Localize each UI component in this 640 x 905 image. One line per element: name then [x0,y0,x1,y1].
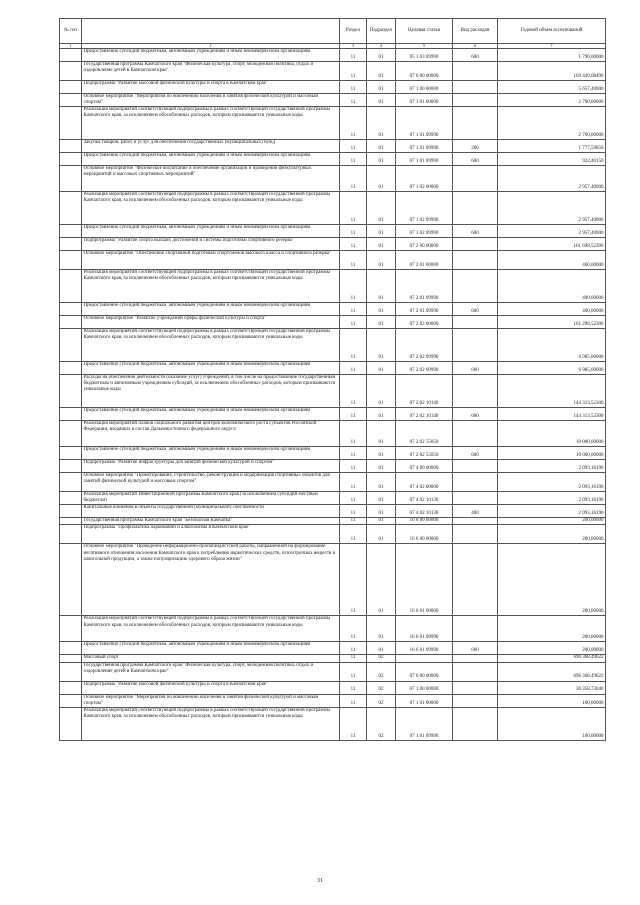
row-subsection: 01 [367,316,396,329]
row-amount: 400,00000 [498,303,606,316]
row-name: Предоставление субсидий бюджетным, автономным учреждениям и иным некоммерческим организациям [82,447,340,460]
row-name: Основное мероприятие "Обеспечение спортивной подготовки спортсменов высокого класса и спортивного резерва" [82,251,340,270]
header-amount: Годовой объем ассигнований [498,19,606,44]
row-subsection: 01 [367,270,396,303]
column-number: 7 [498,44,606,49]
row-subsection: 01 [367,544,396,616]
row-section: 11 [340,492,367,505]
row-section: 11 [340,642,367,655]
row-num [60,505,82,518]
table-row [60,303,606,316]
row-section: 11 [340,694,367,707]
row-subsection: 01 [367,303,396,316]
row-amount: 200,00000 [498,616,606,642]
budget-table [59,18,606,741]
row-amount: 2 093,16190 [498,460,606,473]
table-row [60,473,606,492]
row-section: 11 [340,505,367,518]
row-expense-type [453,81,498,94]
row-expense-type [453,166,498,192]
row-section: 11 [340,544,367,616]
row-target: 07 1 01 09990 [396,153,453,166]
row-subsection: 02 [367,662,396,681]
row-name: Массовый спорт [82,655,340,662]
row-subsection: 01 [367,49,396,62]
row-num [60,49,82,62]
row-amount: 1 777,59850 [498,140,606,153]
row-num [60,447,82,460]
row-section: 11 [340,375,367,408]
row-section: 11 [340,153,367,166]
table-row [60,225,606,238]
row-expense-type [453,460,498,473]
row-name: Реализация мероприятий планов социального развития центров экономического роста субъектов Российской Федерации, входящих в состав Дальневосточного федерального округа [82,421,340,447]
row-num [60,303,82,316]
row-name: Реализация мероприятий соответствующей подпрограммы в рамках соответствующей государственной программы Камчатского края, за исключением обособленных расходов, которым присваиваются уникальные коды [82,329,340,362]
table-row [60,408,606,421]
row-subsection: 01 [367,192,396,225]
row-section: 11 [340,270,367,303]
row-section: 11 [340,655,367,662]
row-num [60,251,82,270]
row-target: 07 2 02 10140 [396,408,453,421]
table-row [60,238,606,251]
table-row [60,251,606,270]
row-subsection: 02 [367,655,396,662]
row-section: 11 [340,303,367,316]
row-amount: 100,00000 [498,707,606,740]
row-expense-type [453,329,498,362]
row-section: 11 [340,49,367,62]
row-name: Основное мероприятие "Развитие учреждений сферы физической культуры и спорта" [82,316,340,329]
row-amount: 30 358,73040 [498,681,606,694]
row-subsection: 01 [367,642,396,655]
row-target: 07 0 00 00000 [396,62,453,81]
page-number: 31 [317,878,323,884]
header-name [82,19,340,44]
row-section: 11 [340,681,367,694]
row-name: Капитальные вложения в объекты государственной (муниципальной) собственности [82,505,340,518]
row-section: 11 [340,421,367,447]
row-subsection: 01 [367,153,396,166]
row-target: 16 6 01 09990 [396,616,453,642]
row-section: 11 [340,140,367,153]
row-target [396,655,453,662]
row-expense-type [453,694,498,707]
row-num [60,421,82,447]
row-num [60,270,82,303]
row-target: 07 1 01 09990 [396,707,453,740]
row-num [60,238,82,251]
column-number: 1 [60,44,82,49]
row-target: 07 2 02 09990 [396,362,453,375]
row-subsection: 01 [367,421,396,447]
row-name: Реализация мероприятий Инвестиционной программы Камчатского края (за исключением субсидий местным бюджетам) [82,492,340,505]
row-name: Основное мероприятие "Проведение информационно-пропагандистской работы, направленной на формирование негативного отношения населения Камчатского края к потреблению наркотических средств, психотропных веществ и алкогольной продукции, а также популяризацию здорового образа жизни" [82,544,340,616]
row-num [60,62,82,81]
table-row [60,681,606,694]
table-row [60,460,606,473]
row-subsection: 01 [367,460,396,473]
row-target: 07 1 02 09990 [396,225,453,238]
row-amount: 200,00000 [498,518,606,525]
row-amount: 400,00000 [498,270,606,303]
row-name: Реализация мероприятий соответствующей подпрограммы в рамках соответствующей государственной программы Камчатского края, за исключением обособленных расходов, которым присваиваются уникальные коды [82,707,340,740]
row-target: 07 1 00 00000 [396,681,453,694]
row-section: 11 [340,662,367,681]
row-num [60,492,82,505]
column-number: 4 [367,44,396,49]
row-amount: 200,00000 [498,525,606,544]
row-amount: 2 957,40000 [498,192,606,225]
row-section: 11 [340,166,367,192]
row-name: Основное мероприятие "Мероприятия по вовлечению населения в занятия физической культурой и массовым спортом" [82,94,340,107]
row-num [60,375,82,408]
row-subsection: 01 [367,375,396,408]
table-row [60,642,606,655]
table-row [60,375,606,408]
row-subsection: 01 [367,505,396,518]
row-name: Предоставление субсидий бюджетным, автономным учреждениям и иным некоммерческим организациям [82,362,340,375]
row-amount: 922,40150 [498,153,606,166]
row-target: 07 1 00 00000 [396,81,453,94]
table-row [60,316,606,329]
row-amount: 161 298,52300 [498,316,606,329]
row-expense-type [453,518,498,525]
row-num [60,473,82,492]
row-section: 11 [340,107,367,140]
row-section: 11 [340,460,367,473]
row-amount: 1 790,00000 [498,49,606,62]
row-amount: 144 313,52300 [498,408,606,421]
column-number: 2 [82,44,340,49]
row-subsection: 01 [367,329,396,362]
row-target: 07 1 01 09990 [396,140,453,153]
row-name: Закупка товаров, работ и услуг для обеспечения государственных (муниципальных) нужд [82,140,340,153]
row-num [60,316,82,329]
table-row [60,525,606,544]
row-expense-type [453,238,498,251]
row-subsection: 02 [367,707,396,740]
row-section: 11 [340,707,367,740]
row-name: Подпрограмма "Развитие инфраструктуры для занятий физической культурой и спортом" [82,460,340,473]
row-subsection: 01 [367,492,396,505]
row-amount: 10 000,00000 [498,447,606,460]
row-expense-type: 600 [453,49,498,62]
row-num [60,166,82,192]
table-row [60,107,606,140]
row-section: 11 [340,362,367,375]
row-name: Предоставление субсидий бюджетным, автономным учреждениям и иным некоммерческим организациям [82,153,340,166]
row-num [60,94,82,107]
row-section: 11 [340,62,367,81]
row-section: 11 [340,329,367,362]
table-row [60,140,606,153]
header-target: Целевая статья [396,19,453,44]
row-name: Предоставление субсидий бюджетным, автономным учреждениям и иным некоммерческим организациям [82,225,340,238]
row-section: 11 [340,94,367,107]
row-expense-type [453,473,498,492]
row-expense-type [453,707,498,740]
row-name: Государственная программа Камчатского края "Безопасная Камчатка" [82,518,340,525]
row-expense-type: 600 [453,153,498,166]
row-name: Подпрограмма "Профилактика наркомании и алкоголизма в Камчатском крае" [82,525,340,544]
row-target: 07 0 00 00000 [396,662,453,681]
row-name: Предоставление субсидий бюджетным, автономным учреждениям и иным некоммерческим организациям [82,49,340,62]
row-target: 16 6 00 00000 [396,525,453,544]
table-row [60,447,606,460]
row-target: 07 2 02 55050 [396,421,453,447]
row-expense-type: 400 [453,505,498,518]
row-expense-type [453,421,498,447]
row-subsection: 01 [367,408,396,421]
table-row [60,81,606,94]
row-name: Реализация мероприятий соответствующей подпрограммы в рамках соответствующей государственной программы Камчатского края, за исключением обособленных расходов, которым присваиваются уникальные коды [82,616,340,642]
row-amount: 2 093,16190 [498,505,606,518]
row-subsection: 01 [367,62,396,81]
row-subsection: 01 [367,166,396,192]
header-expense-type: Вид расходов [453,19,498,44]
row-amount: 2 093,16190 [498,492,606,505]
row-amount: 2 957,40000 [498,225,606,238]
row-expense-type [453,662,498,681]
row-section: 11 [340,473,367,492]
row-section: 11 [340,251,367,270]
row-section: 11 [340,518,367,525]
row-expense-type [453,270,498,303]
row-name: Основное мероприятие "Физическое воспитание и обеспечение организации и проведения физкультурных мероприятий и массовых спортивных мероприятий" [82,166,340,192]
row-name: Реализация мероприятий соответствующей подпрограммы в рамках соответствующей государственной программы Камчатского края, за исключением обособленных расходов, которым присваиваются уникальные коды [82,270,340,303]
table-row [60,270,606,303]
row-target: 07 4 02 10130 [396,492,453,505]
table-row [60,544,606,616]
row-subsection: 01 [367,251,396,270]
row-amount: 10 000,00000 [498,421,606,447]
table-header-row [60,19,606,44]
row-section: 11 [340,81,367,94]
row-name: Основное мероприятие "Мероприятия по вовлечению населения в занятия физической культурой и массовым спортом" [82,694,340,707]
row-subsection: 01 [367,616,396,642]
row-name: Реализация мероприятий соответствующей подпрограммы в рамках соответствующей государственной программы Камчатского края, за исключением обособленных расходов, которым присваиваются уникальные коды [82,107,340,140]
row-amount: 200,00000 [498,544,606,616]
row-num [60,81,82,94]
table-row [60,616,606,642]
row-section: 11 [340,616,367,642]
row-expense-type [453,94,498,107]
row-name: Расходы на обеспечение деятельности (оказание услуг) учреждений, в том числе на предоставление государственным бюджетным и автономным учреждениям субсидий, за исключением обособленных расходов, которым присваиваются уникальные коды [82,375,340,408]
row-amount: 161 698,52300 [498,238,606,251]
row-section: 11 [340,316,367,329]
row-amount: 2 093,16190 [498,473,606,492]
row-target: 07 2 01 09990 [396,303,453,316]
row-expense-type [453,62,498,81]
row-subsection: 01 [367,518,396,525]
row-num [60,225,82,238]
row-num [60,616,82,642]
table-row [60,421,606,447]
row-subsection: 01 [367,447,396,460]
table-row [60,694,606,707]
table-row [60,49,606,62]
row-target: 07 4 00 00000 [396,460,453,473]
row-subsection: 01 [367,94,396,107]
row-expense-type [453,192,498,225]
row-expense-type [453,251,498,270]
row-name: Подпрограмма "Развитие массовой физической культуры и спорта в Камчатском крае" [82,81,340,94]
row-expense-type [453,375,498,408]
table-row [60,329,606,362]
row-name: Предоставление субсидий бюджетным, автономным учреждениям и иным некоммерческим организациям [82,642,340,655]
row-expense-type [453,107,498,140]
row-num [60,192,82,225]
row-target: 07 1 02 09990 [396,192,453,225]
row-name: Государственная программа Камчатского края "Физическая культура, спорт, молодежная политика, отдых и оздоровление детей в Камчатском крае" [82,662,340,681]
row-amount: 696 368,49622 [498,662,606,681]
row-section: 11 [340,225,367,238]
table-row [60,94,606,107]
column-number: 6 [453,44,498,49]
table-body [60,49,606,741]
row-target: 07 1 02 00000 [396,166,453,192]
row-expense-type [453,681,498,694]
row-num [60,329,82,362]
row-expense-type [453,616,498,642]
row-target: 07 4 02 00000 [396,473,453,492]
row-amount: 169 449,08490 [498,62,606,81]
row-expense-type: 600 [453,447,498,460]
row-num [60,525,82,544]
row-amount: 6 985,00000 [498,362,606,375]
row-num [60,460,82,473]
row-name: Предоставление субсидий бюджетным, автономным учреждениям и иным некоммерческим организациям [82,303,340,316]
row-subsection: 01 [367,107,396,140]
header-section: Раздел [340,19,367,44]
row-num [60,518,82,525]
row-subsection: 01 [367,140,396,153]
row-subsection: 01 [367,225,396,238]
header-subsection: Подраздел [367,19,396,44]
row-expense-type [453,544,498,616]
row-target: 16 6 01 09990 [396,642,453,655]
row-subsection: 01 [367,525,396,544]
row-expense-type: 600 [453,303,498,316]
row-amount: 2 700,00000 [498,107,606,140]
row-num [60,707,82,740]
row-amount: 100,00000 [498,694,606,707]
row-section: 11 [340,408,367,421]
budget-table-page [59,18,605,741]
row-section: 11 [340,192,367,225]
row-target: 07 2 02 10140 [396,375,453,408]
column-number: 3 [340,44,367,49]
row-num [60,662,82,681]
row-amount: 2 957,40000 [498,166,606,192]
table-row [60,505,606,518]
row-expense-type: 600 [453,362,498,375]
table-row [60,362,606,375]
row-target: 07 2 01 00000 [396,251,453,270]
row-name: Подпрограмма "Развитие массовой физической культуры и спорта в Камчатском крае" [82,681,340,694]
row-expense-type [453,655,498,662]
row-section: 11 [340,447,367,460]
row-target: 07 2 02 55050 [396,447,453,460]
table-row [60,492,606,505]
row-amount: 696 368,49622 [498,655,606,662]
row-num [60,140,82,153]
row-expense-type: 600 [453,408,498,421]
row-target: 07 1 01 00000 [396,694,453,707]
table-row [60,62,606,81]
row-expense-type [453,492,498,505]
table-row [60,518,606,525]
row-amount: 6 985,00000 [498,329,606,362]
table-row [60,192,606,225]
row-num [60,544,82,616]
row-target: 07 1 01 00000 [396,94,453,107]
row-section: 11 [340,238,367,251]
row-subsection: 01 [367,473,396,492]
row-amount: 400,00000 [498,251,606,270]
row-expense-type: 200 [453,140,498,153]
row-target: 07 4 02 10130 [396,505,453,518]
table-row [60,662,606,681]
row-amount: 200,00000 [498,642,606,655]
row-num [60,655,82,662]
row-target: 07 2 01 09990 [396,270,453,303]
row-amount: 144 313,52300 [498,375,606,408]
row-subsection: 02 [367,694,396,707]
table-row [60,655,606,662]
row-target: 16 0 00 00000 [396,518,453,525]
row-expense-type [453,316,498,329]
column-number: 5 [396,44,453,49]
row-subsection: 02 [367,681,396,694]
row-name: Предоставление субсидий бюджетным, автономным учреждениям и иным некоммерческим организациям [82,408,340,421]
row-amount: 5 657,40000 [498,81,606,94]
row-num [60,153,82,166]
row-name: Основное мероприятие "Проектирование, строительство, реконструкция и модернизация спортивных объектов для занятий физической культурой и массовым спортом" [82,473,340,492]
row-num [60,408,82,421]
table-row [60,166,606,192]
row-num [60,107,82,140]
row-target: 16 6 01 00000 [396,544,453,616]
header-num: № п/п [60,19,82,44]
row-target: 07 2 02 09990 [396,329,453,362]
table-row [60,153,606,166]
row-name: Реализация мероприятий соответствующей подпрограммы в рамках соответствующей государственной программы Камчатского края, за исключением обособленных расходов, которым присваиваются уникальные коды [82,192,340,225]
row-section: 11 [340,525,367,544]
row-target: 07 1 01 09990 [396,107,453,140]
row-subsection: 01 [367,362,396,375]
row-name: Государственная программа Камчатского края "Физическая культура, спорт, молодежная политика, отдых и оздоровление детей в Камчатском крае" [82,62,340,81]
row-num [60,642,82,655]
row-expense-type [453,525,498,544]
table-row [60,707,606,740]
row-expense-type: 600 [453,225,498,238]
row-target: 07 2 00 00000 [396,238,453,251]
row-target: 05 1 03 09990 [396,49,453,62]
row-subsection: 01 [367,81,396,94]
row-num [60,362,82,375]
row-target: 07 2 02 00000 [396,316,453,329]
row-name: Подпрограмма "Развитие спорта высших достижений и системы подготовки спортивного резерва" [82,238,340,251]
row-expense-type: 600 [453,642,498,655]
row-amount: 2 700,00000 [498,94,606,107]
row-num [60,681,82,694]
row-subsection: 01 [367,238,396,251]
row-num [60,694,82,707]
